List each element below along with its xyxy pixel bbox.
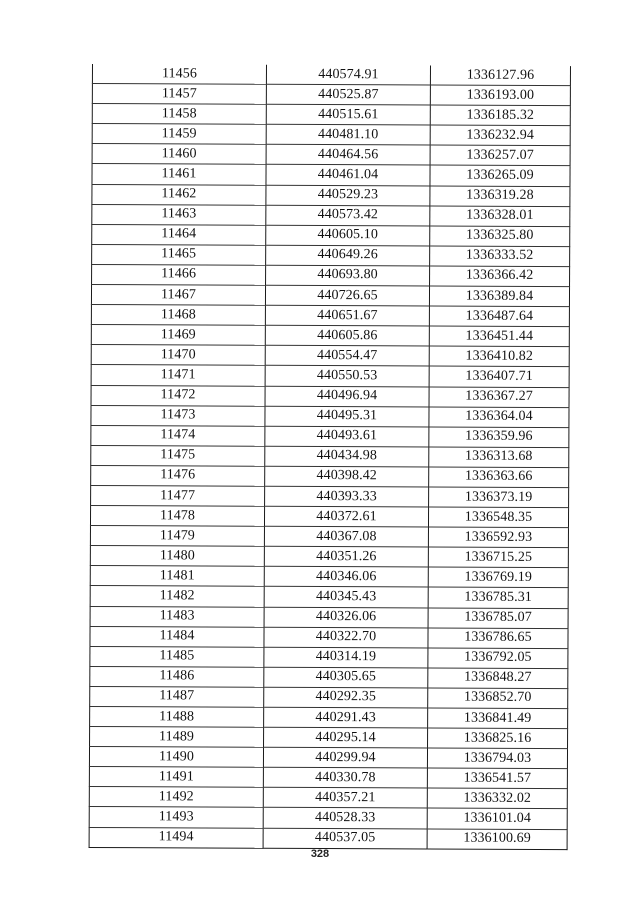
x-coordinate-cell: 440330.78 xyxy=(263,768,427,789)
table-row xyxy=(90,506,568,528)
point-id-cell: 11470 xyxy=(91,345,265,366)
y-coordinate-cell: 1336852.70 xyxy=(428,688,568,709)
x-coordinate-cell: 440573.42 xyxy=(266,205,430,226)
table-row xyxy=(92,184,570,206)
point-id-cell: 11468 xyxy=(91,305,265,326)
x-coordinate-cell: 440574.91 xyxy=(266,65,430,85)
x-coordinate-cell: 440393.33 xyxy=(265,486,429,507)
y-coordinate-cell: 1336794.03 xyxy=(427,748,567,769)
point-id-cell: 11458 xyxy=(92,104,266,125)
x-coordinate-cell: 440528.33 xyxy=(263,808,427,829)
point-id-cell: 11461 xyxy=(92,164,266,185)
y-coordinate-cell: 1336257.07 xyxy=(430,145,570,166)
point-id-cell: 11477 xyxy=(91,485,265,506)
x-coordinate-cell: 440464.56 xyxy=(266,145,430,166)
point-id-cell: 11465 xyxy=(92,244,266,265)
y-coordinate-cell: 1336848.27 xyxy=(428,668,568,689)
table-row xyxy=(92,64,570,86)
point-id-cell: 11456 xyxy=(92,64,266,84)
table-body xyxy=(89,64,570,849)
y-coordinate-cell: 1336541.57 xyxy=(427,768,567,789)
y-coordinate-cell: 1336265.09 xyxy=(430,165,570,186)
point-id-cell: 11473 xyxy=(91,405,265,426)
point-id-cell: 11460 xyxy=(92,144,266,165)
point-id-cell: 11475 xyxy=(91,445,265,466)
y-coordinate-cell: 1336451.44 xyxy=(429,326,569,347)
table-row xyxy=(90,626,568,648)
y-coordinate-cell: 1336193.00 xyxy=(430,85,570,106)
table-row xyxy=(90,546,568,568)
y-coordinate-cell: 1336332.02 xyxy=(427,788,567,809)
point-id-cell: 11482 xyxy=(90,586,264,607)
table-row xyxy=(92,84,570,106)
table-row xyxy=(92,104,570,126)
table-row xyxy=(89,767,567,789)
table-row xyxy=(90,566,568,588)
y-coordinate-cell: 1336785.31 xyxy=(428,587,568,608)
table-row xyxy=(90,526,568,548)
table-row xyxy=(92,224,570,246)
y-coordinate-cell: 1336769.19 xyxy=(428,567,568,588)
point-id-cell: 11487 xyxy=(90,686,264,707)
table-row xyxy=(89,807,567,829)
y-coordinate-cell: 1336410.82 xyxy=(429,346,569,367)
table-row xyxy=(90,646,568,668)
y-coordinate-cell: 1336825.16 xyxy=(428,728,568,749)
x-coordinate-cell: 440372.61 xyxy=(264,506,428,527)
table-row xyxy=(89,787,567,809)
y-coordinate-cell: 1336792.05 xyxy=(428,648,568,669)
point-id-cell: 11486 xyxy=(90,666,264,687)
table-row xyxy=(92,244,570,266)
table-row xyxy=(91,345,569,367)
y-coordinate-cell: 1336785.07 xyxy=(428,608,568,629)
y-coordinate-cell: 1336328.01 xyxy=(430,206,570,227)
coordinate-table xyxy=(89,64,571,850)
table-row xyxy=(91,285,569,307)
table-row xyxy=(90,606,568,628)
table-row xyxy=(90,706,568,728)
table-row xyxy=(92,204,570,226)
point-id-cell: 11457 xyxy=(92,84,266,105)
point-id-cell: 11490 xyxy=(89,747,263,768)
table-row xyxy=(90,727,568,749)
x-coordinate-cell: 440351.26 xyxy=(264,547,428,568)
point-id-cell: 11489 xyxy=(90,727,264,748)
table-row xyxy=(92,144,570,166)
point-id-cell: 11472 xyxy=(91,385,265,406)
y-coordinate-cell: 1336185.32 xyxy=(430,105,570,126)
y-coordinate-cell: 1336407.71 xyxy=(429,366,569,387)
point-id-cell: 11492 xyxy=(89,787,263,808)
point-id-cell: 11469 xyxy=(91,325,265,346)
x-coordinate-cell: 440367.08 xyxy=(264,526,428,547)
table-row xyxy=(90,586,568,608)
y-coordinate-cell: 1336359.96 xyxy=(429,427,569,448)
point-id-cell: 11476 xyxy=(91,465,265,486)
y-coordinate-cell: 1336548.35 xyxy=(428,507,568,528)
table-row xyxy=(91,465,569,487)
y-coordinate-cell: 1336319.28 xyxy=(430,186,570,207)
point-id-cell: 11481 xyxy=(90,566,264,587)
x-coordinate-cell: 440693.80 xyxy=(266,265,430,286)
x-coordinate-cell: 440726.65 xyxy=(265,285,429,306)
point-id-cell: 11483 xyxy=(90,606,264,627)
point-id-cell: 11463 xyxy=(92,204,266,225)
y-coordinate-cell: 1336127.96 xyxy=(430,65,570,85)
x-coordinate-cell: 440651.67 xyxy=(265,305,429,326)
x-coordinate-cell: 440305.65 xyxy=(264,667,428,688)
x-coordinate-cell: 440495.31 xyxy=(265,406,429,427)
y-coordinate-cell: 1336364.04 xyxy=(429,407,569,428)
point-id-cell: 11480 xyxy=(90,546,264,567)
x-coordinate-cell: 440550.53 xyxy=(265,366,429,387)
table-row xyxy=(91,325,569,347)
point-id-cell: 11467 xyxy=(91,285,265,306)
x-coordinate-cell: 440434.98 xyxy=(265,446,429,467)
x-coordinate-cell: 440398.42 xyxy=(265,466,429,487)
y-coordinate-cell: 1336487.64 xyxy=(429,306,569,327)
x-coordinate-cell: 440314.19 xyxy=(264,647,428,668)
y-coordinate-cell: 1336592.93 xyxy=(428,527,568,548)
x-coordinate-cell: 440554.47 xyxy=(265,346,429,367)
y-coordinate-cell: 1336366.42 xyxy=(430,266,570,287)
point-id-cell: 11485 xyxy=(90,646,264,667)
x-coordinate-cell: 440481.10 xyxy=(266,125,430,146)
point-id-cell: 11462 xyxy=(92,184,266,205)
point-id-cell: 11484 xyxy=(90,626,264,647)
table-row xyxy=(90,666,568,688)
y-coordinate-cell: 1336786.65 xyxy=(428,628,568,649)
x-coordinate-cell: 440496.94 xyxy=(265,386,429,407)
table-row xyxy=(91,485,569,507)
point-id-cell: 11494 xyxy=(89,827,263,848)
x-coordinate-cell: 440346.06 xyxy=(264,567,428,588)
table-row xyxy=(91,385,569,407)
x-coordinate-cell: 440605.86 xyxy=(265,325,429,346)
x-coordinate-cell: 440461.04 xyxy=(266,165,430,186)
x-coordinate-cell: 440605.10 xyxy=(266,225,430,246)
point-id-cell: 11491 xyxy=(89,767,263,788)
point-id-cell: 11493 xyxy=(89,807,263,828)
x-coordinate-cell: 440537.05 xyxy=(263,828,427,849)
point-id-cell: 11466 xyxy=(92,264,266,285)
x-coordinate-cell: 440515.61 xyxy=(266,104,430,125)
point-id-cell: 11474 xyxy=(91,425,265,446)
x-coordinate-cell: 440295.14 xyxy=(264,727,428,748)
point-id-cell: 11464 xyxy=(92,224,266,245)
x-coordinate-cell: 440649.26 xyxy=(266,245,430,266)
y-coordinate-cell: 1336232.94 xyxy=(430,125,570,146)
y-coordinate-cell: 1336325.80 xyxy=(430,226,570,247)
x-coordinate-cell: 440493.61 xyxy=(265,426,429,447)
point-id-cell: 11471 xyxy=(91,365,265,386)
page-number: 328 xyxy=(310,848,330,860)
y-coordinate-cell: 1336373.19 xyxy=(429,487,569,508)
point-id-cell: 11488 xyxy=(90,706,264,727)
table-row xyxy=(91,405,569,427)
table-row xyxy=(91,425,569,447)
y-coordinate-cell: 1336333.52 xyxy=(430,246,570,267)
table-row xyxy=(91,445,569,467)
table-row xyxy=(90,686,568,708)
table-row xyxy=(89,747,567,769)
x-coordinate-cell: 440529.23 xyxy=(266,185,430,206)
point-id-cell: 11459 xyxy=(92,124,266,145)
table-row xyxy=(91,305,569,327)
x-coordinate-cell: 440525.87 xyxy=(266,84,430,105)
point-id-cell: 11478 xyxy=(90,506,264,527)
y-coordinate-cell: 1336101.04 xyxy=(427,808,567,829)
table-row xyxy=(92,264,570,286)
y-coordinate-cell: 1336313.68 xyxy=(429,447,569,468)
x-coordinate-cell: 440357.21 xyxy=(263,788,427,809)
y-coordinate-cell: 1336715.25 xyxy=(428,547,568,568)
y-coordinate-cell: 1336100.69 xyxy=(427,829,567,850)
x-coordinate-cell: 440345.43 xyxy=(264,587,428,608)
table-row xyxy=(92,164,570,186)
y-coordinate-cell: 1336389.84 xyxy=(429,286,569,307)
x-coordinate-cell: 440326.06 xyxy=(264,607,428,628)
y-coordinate-cell: 1336841.49 xyxy=(428,708,568,729)
x-coordinate-cell: 440292.35 xyxy=(264,687,428,708)
point-id-cell: 11479 xyxy=(90,526,264,547)
x-coordinate-cell: 440299.94 xyxy=(263,747,427,768)
y-coordinate-cell: 1336367.27 xyxy=(429,386,569,407)
x-coordinate-cell: 440291.43 xyxy=(264,707,428,728)
table-row xyxy=(89,827,567,849)
x-coordinate-cell: 440322.70 xyxy=(264,627,428,648)
table-row xyxy=(92,124,570,146)
table-row xyxy=(91,365,569,387)
y-coordinate-cell: 1336363.66 xyxy=(429,467,569,488)
